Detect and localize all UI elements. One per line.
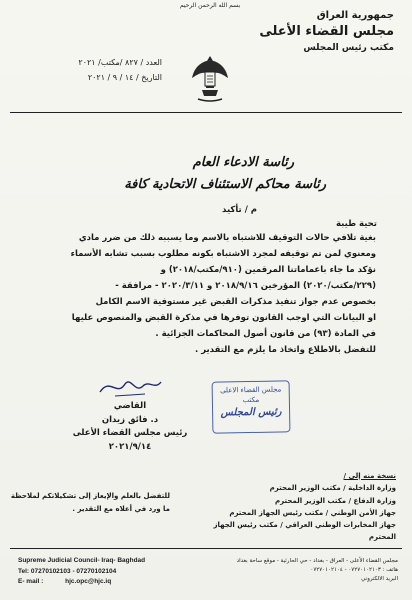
signatory-position: رئيس مجلس القضاء الأعلى — [72, 428, 188, 439]
body-line-3: نؤكد ما جاء باعماماتنا المرقمين (٩١٠/مكتب/٢٠١٨) و — [160, 265, 376, 275]
country-name: جمهورية العراق — [316, 10, 394, 21]
footer-english — [18, 556, 145, 588]
office-name: مكتب رئيس المجلس — [303, 43, 394, 53]
footer-en-email-row — [18, 577, 145, 588]
body-line-2: ومعنوي لمن تم توقيفه لمجرد الاشتباه بكونه مطلوب بسبب تشابه الأسماء — [70, 249, 376, 259]
greeting: تحية طيبة — [335, 219, 377, 229]
note-line-2: ما ورد في أعلاه مع التقدير . — [72, 504, 170, 513]
reference-block — [52, 58, 162, 88]
copies-list — [186, 470, 396, 544]
body-line-8: للتفضل بالاطلاع واتخاذ ما يلزم مع التقدير . — [195, 345, 376, 355]
body-line-5: بخصوص عدم جواز تنفيذ مذكرات القبض غير مستوفية الاسم الكامل — [95, 297, 376, 307]
copies-note — [10, 490, 170, 515]
copies-item: وزارة الدفاع / مكتب الوزير المحترم — [275, 496, 396, 505]
iraq-eagle-emblem-icon — [190, 52, 230, 104]
signatory-title: القاضي — [113, 401, 147, 411]
subject-line: م / تأكيد — [222, 205, 257, 215]
handwritten-signature — [95, 372, 165, 402]
signatory-name: د. فائق زيدان — [101, 414, 159, 425]
header-divider — [10, 112, 402, 113]
signature-block — [70, 400, 190, 454]
footer-arabic — [237, 557, 398, 583]
footer-en-address: Supreme Judicial Council- Iraq- Baghdad — [18, 557, 146, 564]
council-name: مجلس القضاء الأعلى — [259, 24, 394, 39]
footer-en-phone: Tel: 07270102103 - 07270102104 — [18, 567, 117, 575]
copies-item: جهاز المخابرات الوطني العراقي / مكتب رئيس الجهاز المحترم — [213, 521, 396, 542]
stamp-line-1: مجلس القضاء الاعلى — [219, 385, 282, 395]
body-line-7: في المادة (٩٣) من قانون أصول المحاكمات الجزائية . — [155, 329, 376, 339]
copies-item: وزارة الداخلية / مكتب الوزير المحترم — [269, 484, 396, 493]
stamp-line-3: رئيس المجلس — [220, 406, 282, 419]
reference-date: التاريخ / ١٤ / ٩ / ٢٠٢١ — [87, 73, 162, 82]
footer-ar-email: البريد الالكتروني — [361, 575, 398, 582]
footer-email-link[interactable]: hjc.opc@hjc.iq — [65, 578, 112, 586]
stamp-line-2: مكتب — [242, 395, 260, 404]
recipient-prosecution: رئاسة الادعاء العام — [192, 155, 294, 170]
footer-ar-address: مجلس القضاء الأعلى - العراق - بغداد - حي الحارثية - موقع ساحة بغداد — [236, 558, 398, 564]
office-stamp — [212, 380, 291, 433]
letterhead-right — [259, 10, 394, 53]
footer-ar-phone: هاتف : ٠٧٢٧٠١٠٢١٠٣ - ٠٧٢٧٠١٠٢١٠٤ — [310, 566, 398, 573]
reference-number: العدد / ٨٢٧ /مكتب/ ٢٠٢١ — [78, 58, 162, 67]
body-line-6: او البيانات التي اوجب القانون توفرها في مذكرة القبض والمنصوص عليها — [71, 313, 376, 323]
recipient-appeal-courts: رئاسة محاكم الاستئناف الاتحادية كافة — [124, 177, 326, 192]
footer-divider — [10, 548, 402, 549]
signature-date: ٢٠٢١/٩/١٤ — [108, 441, 152, 452]
copies-item: جهاز الأمن الوطني / مكتب رئيس الجهاز المحترم — [229, 508, 396, 517]
basmala: بسم الله الرحمن الرحيم — [179, 2, 241, 9]
body-line-1: بغية تلافي حالات التوقيف للاشتباه بالاسم وما يسببه ذلك من ضرر مادي — [78, 233, 376, 243]
note-line-1: للتفضل بالعلم والإيعاز إلى تشكيلاتكم لملاحظة — [10, 492, 170, 500]
body-line-4: (٢٢٩/مكتب/٢٠٢٠) المؤرخين ٢٠١٨/٩/١٦ و ٢٠٢٠/٣/١١ - مرافقة - — [115, 281, 376, 291]
copies-heading: نسخة منه إلى / — [343, 472, 396, 480]
footer-en-email-label: E- mail : — [18, 578, 44, 586]
